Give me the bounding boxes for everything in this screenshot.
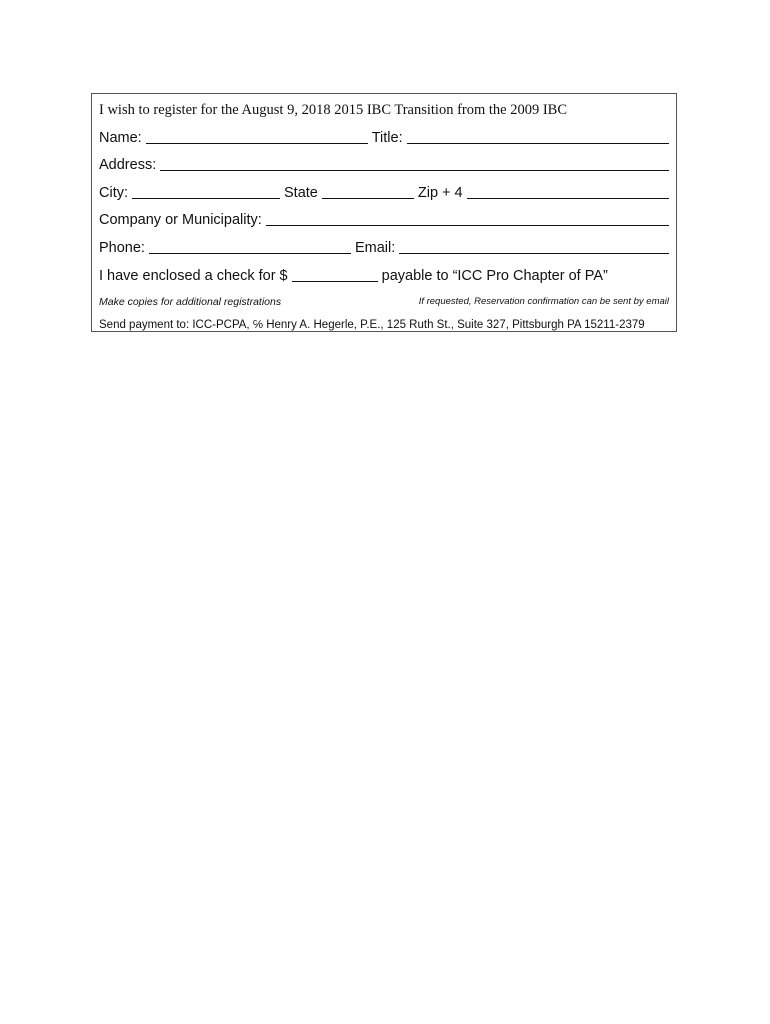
email-label: Email: — [354, 240, 396, 256]
send-payment-row — [99, 317, 669, 333]
phone-field[interactable] — [149, 253, 351, 254]
registration-form — [91, 93, 677, 332]
phone-email-row — [99, 240, 669, 256]
notes-row — [99, 294, 669, 310]
phone-label: Phone: — [99, 240, 145, 256]
confirmation-note: If requested, Reservation confirmation can be sent by email — [418, 296, 669, 307]
zip-field[interactable] — [467, 198, 669, 199]
address-row — [99, 157, 669, 173]
name-label: Name: — [99, 130, 142, 146]
state-label: State — [284, 185, 318, 201]
company-label: Company or Municipality: — [99, 212, 262, 228]
check-row — [99, 268, 669, 284]
title-label: Title: — [371, 130, 403, 146]
check-suffix: payable to “ICC Pro Chapter of PA” — [381, 268, 608, 284]
name-field[interactable] — [146, 143, 368, 144]
city-state-zip-row — [99, 185, 669, 201]
email-field[interactable] — [399, 253, 669, 254]
form-heading — [99, 102, 669, 118]
title-field[interactable] — [407, 143, 669, 144]
company-field[interactable] — [266, 225, 669, 226]
state-field[interactable] — [322, 198, 414, 199]
send-payment-text: Send payment to: ICC-PCPA, ℅ Henry A. Hegerle, P.E., 125 Ruth St., Suite 327, Pittsburgh PA 15211-2379 — [99, 319, 645, 331]
check-amount-field[interactable] — [292, 281, 378, 282]
city-field[interactable] — [132, 198, 280, 199]
copies-note: Make copies for additional registrations — [99, 296, 282, 308]
name-title-row — [99, 130, 669, 146]
company-row — [99, 212, 669, 228]
check-prefix: I have enclosed a check for $ — [99, 268, 288, 284]
address-label: Address: — [99, 157, 157, 173]
address-field[interactable] — [160, 170, 669, 171]
zip-label: Zip + 4 — [417, 185, 463, 201]
form-heading-text: I wish to register for the August 9, 2018 2015 IBC Transition from the 2009 IBC — [99, 102, 568, 118]
city-label: City: — [99, 185, 128, 201]
